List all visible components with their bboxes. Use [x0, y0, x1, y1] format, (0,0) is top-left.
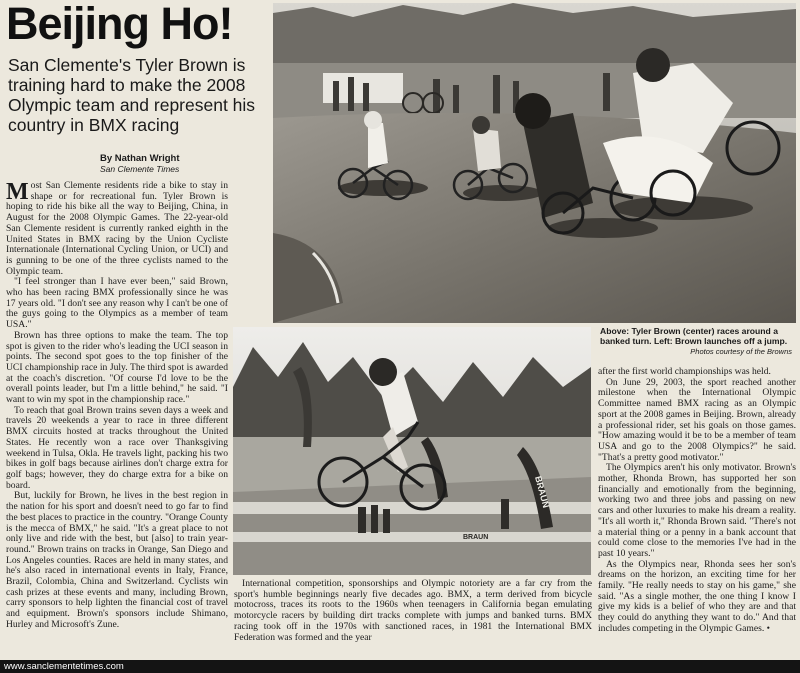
- photo-bmx-jump: [233, 327, 591, 575]
- paragraph: Brown has three options to make the team. The top spot is given to the rider who's leading the UCI season in points. The second spot goes to the top finisher of the UCI championship race in July. The third spot is awarded at the coach's discretion. "Of course I'd love to be the overall points leader, but I'm a little behind," he said. "I want to win my spot in the championship race.": [6, 329, 228, 406]
- paragraph: On June 29, 2003, the sport reached another milestone when the International Olympic Committee named BMX racing as an Olympic sport at the 2008 games in Beijing. Brown, already a professional rider, set his goals on those games. "How amazing would it be to be a member of team USA and go to the 2008 Olympics?" he said. "That's a pretty good motivator.": [598, 376, 796, 463]
- paragraph: International competition, sponsorships and Olympic notoriety are a far cry from the sport's humble beginnings nearly five decades ago. BMX, a term derived from bicycle motocross, traces its roots to the 1960s when teenagers in California began emulating motorcycle racers by building dirt tracks complete with jumps and banked turns. BMX racing took off in the 1970s with sanctioned races, in 1981 the International BMX Federation was formed and the year: [234, 579, 592, 643]
- article-column-1: [6, 181, 228, 658]
- paragraph: Most San Clemente residents ride a bike to stay in shape or for recreational fun. Tyler Brown is hoping to ride his bike all the way to Beijing, China, in August for the 2008 Olympic Games. The 22-year-old San Clemente resident is currently ranked eighth in the United States in BMX racing by the Union Cycliste Internationale (International Cycling Union, or UCI) and is gunning to be one of the three cyclists named to the Olympic team.: [6, 181, 228, 277]
- paragraph: As the Olympics near, Rhonda sees her son's dreams on the horizon, an exciting time for her family. "He really needs to stay on his game," she said. "As a single mother, the one thing I know I give my kids is a belief of who they are and that they could do anything they want to do." And that includes competing in the Olympic Games. •: [598, 558, 796, 634]
- paragraph: But, luckily for Brown, he lives in the best region in the nation for his sport and doesn't need to go far to find the best places to practice in the country. "Orange County is the mecca of BMX," he said. "It's a great place to not only live and ride with the best, but [also] to train year-round." Brown trains on tracks in Orange, San Diego and Los Angeles counties. Races are held in many states, and he's also raced in international events in Italy, France, Brazil, Colombia, China and Switzerland. Cyclists win cash prizes at these events and many, including Brown, carry sponsors to help lighten the financial cost of travel and equipment. Brown's sponsors include Shimano, Hurley and Microsoft's Zune.: [6, 490, 228, 630]
- photo-credit: Photos courtesy of the Browns: [690, 347, 792, 356]
- article-column-2: [234, 579, 592, 657]
- byline-outlet: San Clemente Times: [100, 164, 180, 174]
- paragraph: To reach that goal Brown trains seven days a week and travels 20 weekends a year to race in three different BMX circuits hosted at tracks throughout the United States. He recently won a race over Thanksgiving weekend in Tulsa, Okla. He travels light, packing his two bikes in golf bags because airlines don't charge extra for golf bags; however, they do charge extra for a bike on board.: [6, 404, 228, 491]
- subheadline: San Clemente's Tyler Brown is training hard to make the 2008 Olympic team and represent his country in BMX racing: [8, 55, 256, 135]
- paragraph: The Olympics aren't his only motivator. Brown's mother, Rhonda Brown, has supported her son financially and emotionally from the beginning, working two and three jobs and passing on new cars and other luxuries to make his dream a reality. "It's all worth it," Rhonda Brown said. "There's not a material thing or a penny in a bank account that could come close to the memories I've had in the past 10 years.": [598, 462, 796, 559]
- drop-cap: M: [6, 181, 29, 205]
- paragraph: after the first world championships was held.: [598, 367, 771, 377]
- photo-caption: Above: Tyler Brown (center) races around a banked turn. Left: Brown launches off a jump.: [600, 326, 788, 346]
- headline: Beijing Ho!: [6, 0, 233, 49]
- article-column-3: [598, 367, 796, 657]
- banner-sign-right: BRAUN: [533, 474, 552, 509]
- fence-sign: BRAUN: [463, 534, 489, 541]
- photo-bmx-banked-turn: [273, 3, 796, 323]
- footer-website: www.sanclementetimes.com: [0, 660, 800, 673]
- paragraph: "I feel stronger than I have ever been," said Brown, who has been racing BMX professionally since he was 17 years old. "I don't see any reason why I can't be one of the guys going to the Olympics as a member of team USA.": [6, 276, 228, 331]
- byline-author: By Nathan Wright: [100, 153, 180, 164]
